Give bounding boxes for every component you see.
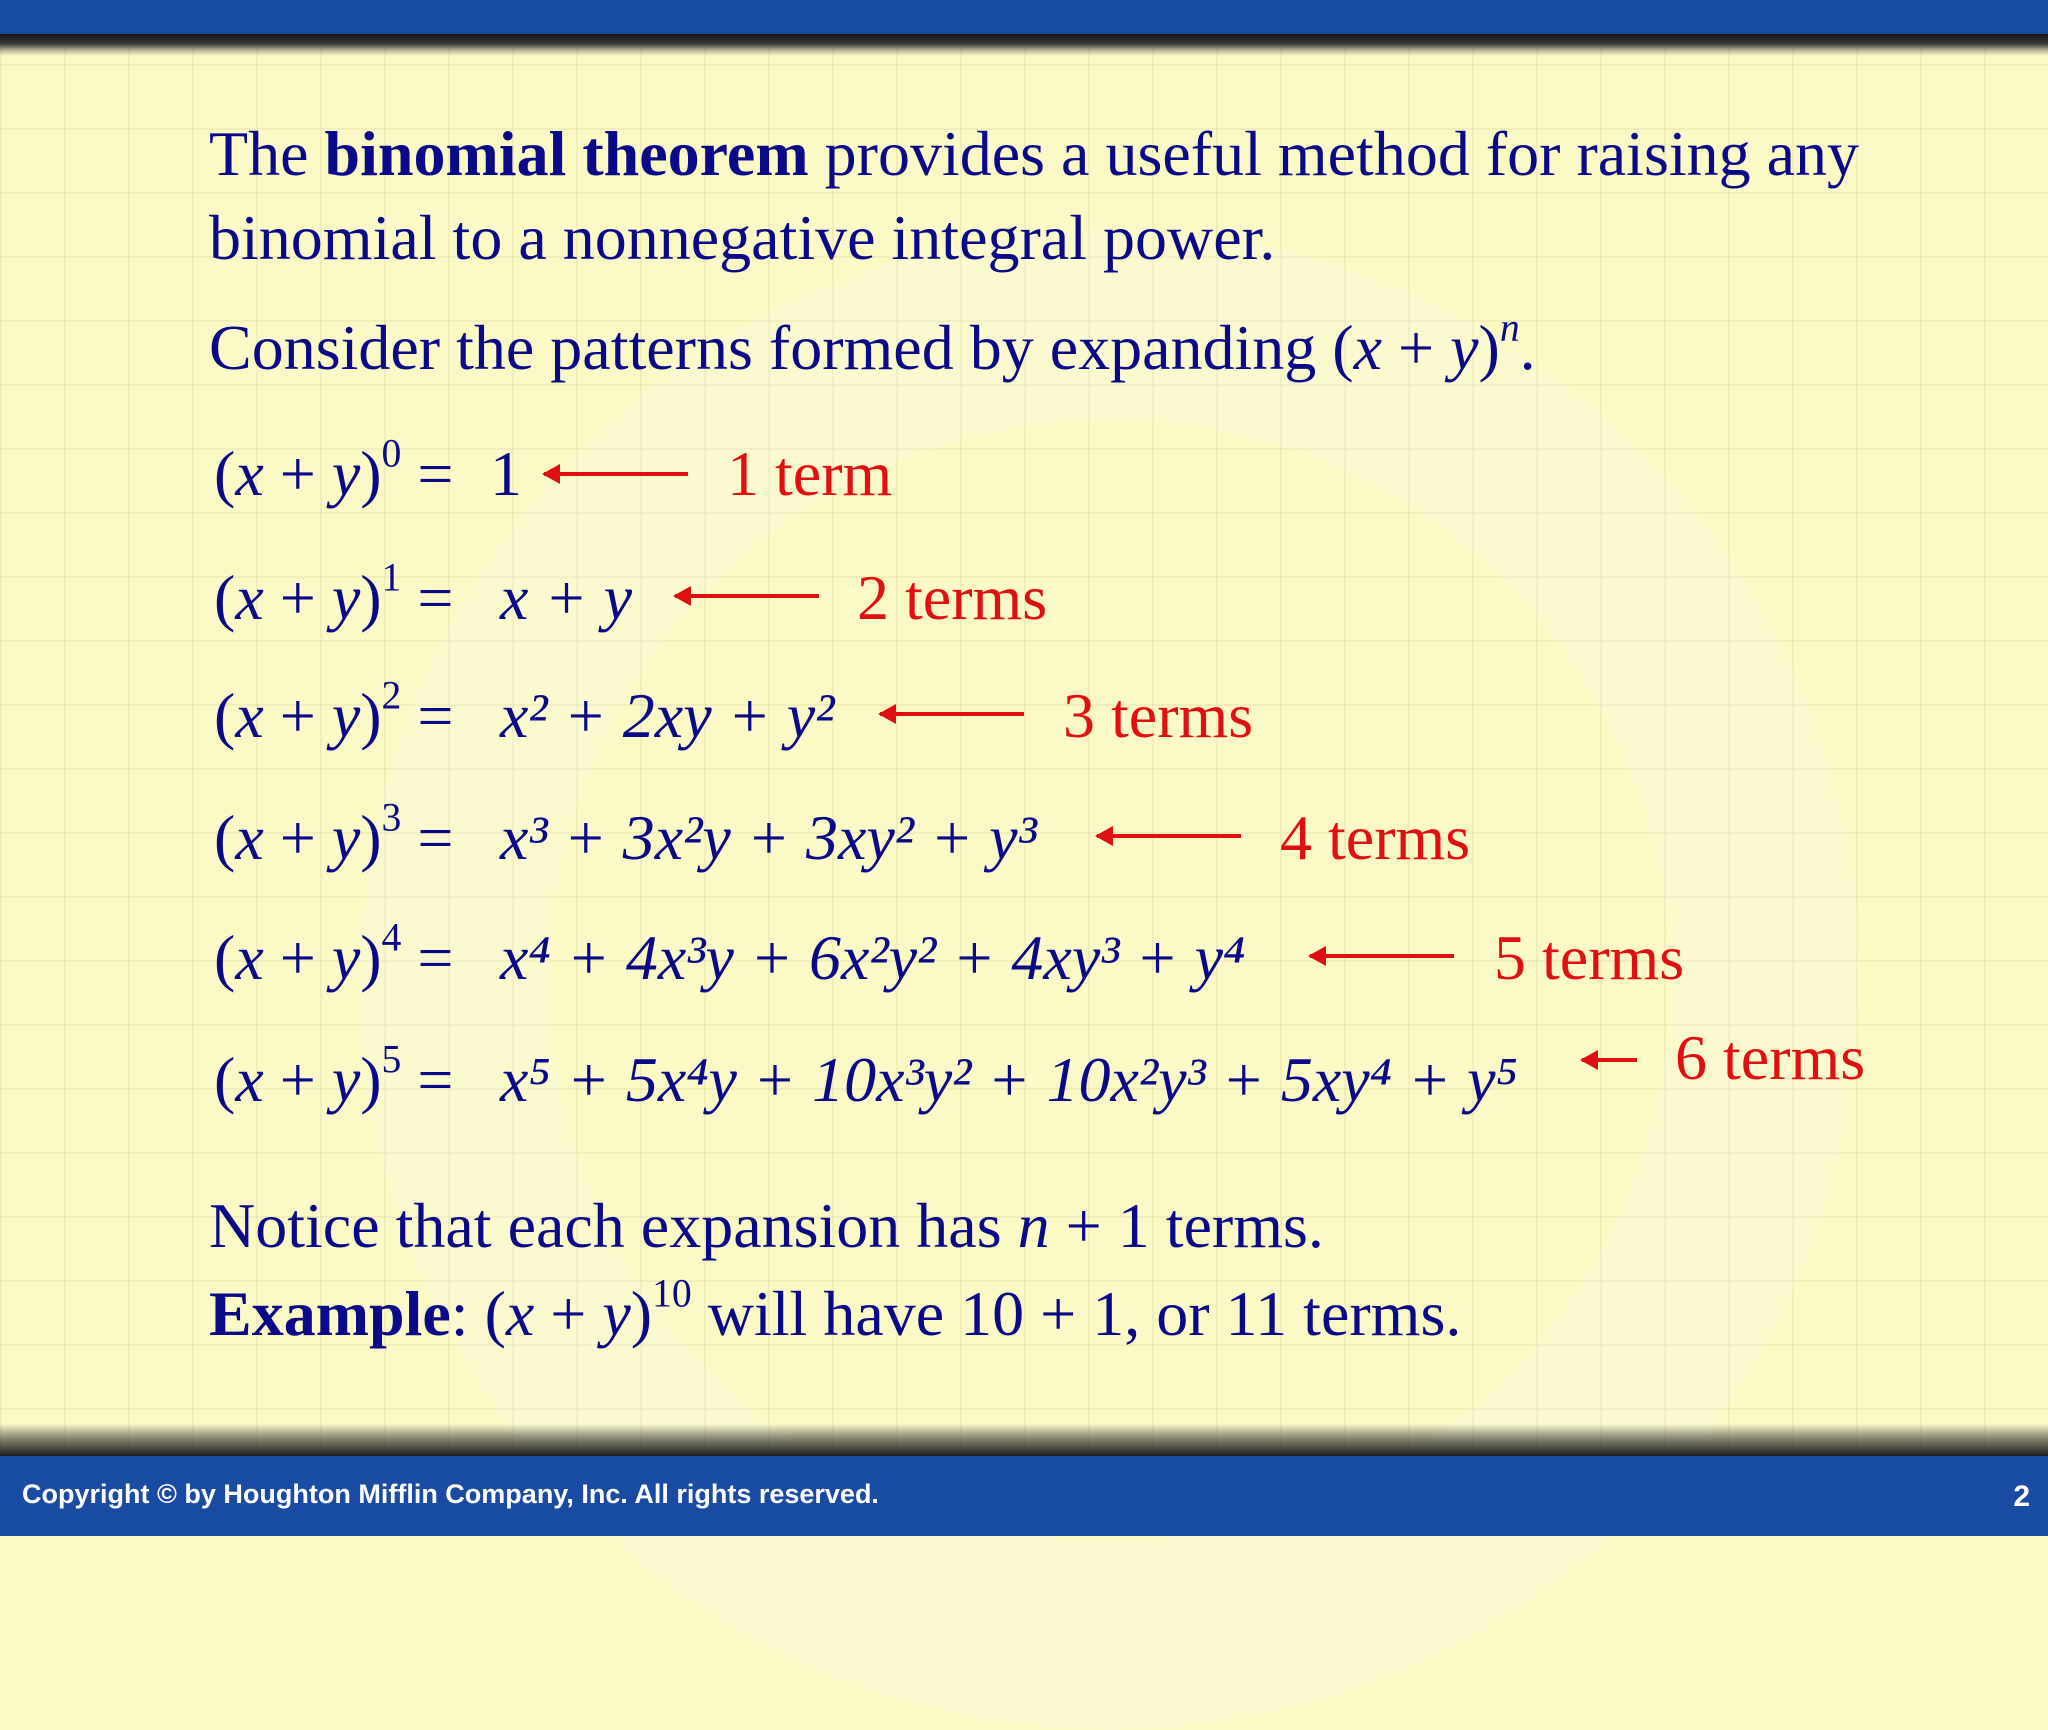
example-colon: :: [450, 1278, 469, 1349]
expansion-rhs: 1: [490, 438, 522, 509]
expansion-lhs: $(x + y)^2$ =: [214, 673, 454, 751]
consider-text: Consider the patterns formed by expanding: [209, 312, 1317, 383]
expansion-lhs: $(x + y)^3$ =: [214, 795, 454, 873]
expansion-power: 2: [381, 673, 402, 718]
term-count-label: 2 terms: [857, 562, 1048, 633]
expansion-lhs: $(x + y)^1$ =: [214, 555, 454, 633]
copyright-notice: Copyright © by Houghton Mifflin Company, Inc. All rights reserved.: [22, 1479, 879, 1509]
expansion-power: 4: [381, 915, 402, 960]
expansion-power: 3: [381, 795, 402, 840]
term-count-label: 3 terms: [1063, 680, 1254, 751]
notice-line: [209, 1184, 1324, 1268]
notice-text-end: + 1 terms.: [1065, 1190, 1324, 1261]
notice-text: Notice that each expansion has: [209, 1190, 1002, 1261]
expansion-rhs: x² + 2xy + y²: [500, 680, 835, 751]
example-text: will have 10 + 1, or 11 terms.: [707, 1278, 1462, 1349]
expansion-power: 0: [381, 431, 402, 476]
term-count-label: 6 terms: [1675, 1022, 1866, 1093]
term-count-label: 5 terms: [1494, 922, 1685, 993]
paren-close: ): [630, 1278, 653, 1349]
expansion-lhs: $(x + y)^5$ =: [214, 1037, 454, 1115]
expansion-power: 1: [381, 555, 402, 600]
arrow-left-icon: [544, 472, 688, 476]
arrow-left-icon: [675, 594, 819, 598]
arrow-left-icon: [880, 712, 1024, 716]
intro-the: The: [209, 118, 309, 189]
period: .: [1519, 312, 1536, 383]
var-x: x: [1353, 312, 1382, 383]
paren-close: ): [1478, 312, 1500, 383]
arrow-left-icon: [1310, 954, 1454, 958]
var-y: y: [602, 1278, 631, 1349]
top-bar-shadow: [0, 34, 2048, 56]
binomial-theorem-term: binomial theorem: [324, 118, 809, 189]
paren-open: (: [1332, 312, 1354, 383]
term-count-label: 4 terms: [1280, 802, 1471, 873]
expansion-power: 5: [381, 1037, 402, 1082]
example-label: Example: [209, 1278, 451, 1349]
intro-line-1-rest: provides a useful method for raising any: [824, 118, 1860, 189]
example-exponent: 10: [652, 1271, 692, 1316]
var-y: y: [1450, 312, 1479, 383]
expansion-rhs: x³ + 3x²y + 3xy² + y³: [500, 802, 1037, 873]
example-line: [209, 1272, 1461, 1356]
expansion-rhs: x⁵ + 5x⁴y + 10x³y² + 10x²y³ + 5xy⁴ + y⁵: [500, 1044, 1518, 1115]
paren-open: (: [484, 1278, 506, 1349]
plus-sign: +: [534, 1278, 603, 1349]
term-count-label: 1 term: [727, 438, 893, 509]
bottom-bar-shadow: [0, 1424, 2048, 1456]
arrow-left-icon: [1097, 834, 1241, 838]
expansion-rhs: x + y: [500, 562, 632, 633]
exponent-n: n: [1499, 305, 1520, 350]
page-number: 2: [2013, 1480, 2030, 1513]
expansion-rhs: x⁴ + 4x³y + 6x²y² + 4xy³ + y⁴: [500, 922, 1246, 993]
intro-line-2: binomial to a nonnegative integral power.: [209, 202, 1276, 273]
plus-sign: +: [1382, 312, 1451, 383]
arrow-left-icon: [1582, 1058, 1637, 1062]
top-bar: [0, 0, 2048, 34]
var-n: n: [1017, 1190, 1050, 1261]
intro-line-1: [209, 112, 1859, 196]
expansion-lhs: $(x + y)^0$ =: [214, 431, 454, 509]
var-x: x: [505, 1278, 535, 1349]
consider-line: [209, 306, 1536, 390]
expansion-lhs: $(x + y)^4$ =: [214, 915, 454, 993]
